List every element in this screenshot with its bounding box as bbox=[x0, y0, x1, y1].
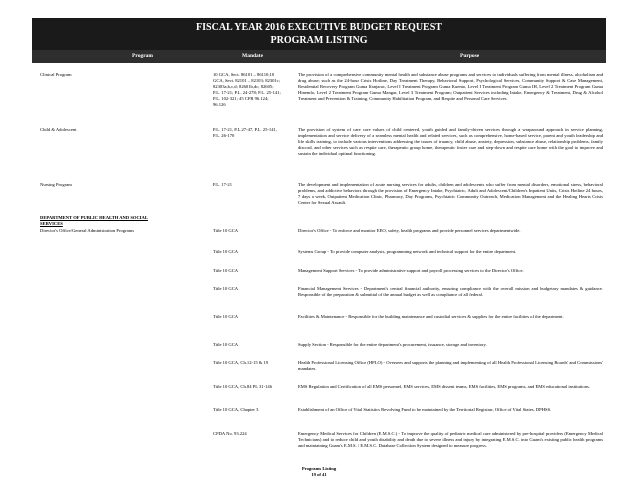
row-purpose: The development and implementation of acute nursing services for adults, children and adolescents who suffer from mental disorders, emotional stress, behavioral problems, and addictive behaviors through the provision of Emergency Intake, Psychiatric, Adult and Adolescent/Children's Inpatient Units, Crisis Hotline 24 hours, 7 days a week, Outpatient Medication Clinic, Pharmacy, Day Programs, Psychiatric Community Outreach, Medication Management and the Healing Hearts Crisis Center for Sexual Assault. bbox=[298, 182, 603, 205]
page-number: 19 of 41 bbox=[311, 472, 327, 477]
row-mandate: Title 10 GCA, Chapter 3 bbox=[213, 407, 259, 412]
document-title: FISCAL YEAR 2016 EXECUTIVE BUDGET REQUEST bbox=[196, 22, 442, 33]
row-program: Director's Office/General Administration Programs bbox=[40, 228, 134, 233]
department-heading: DEPARTMENT OF PUBLIC HEALTH AND SOCIAL SERVICES bbox=[40, 215, 148, 226]
column-header-purpose: Purpose bbox=[460, 53, 480, 59]
row-mandate: Title 10 GCA bbox=[213, 228, 239, 233]
row-purpose: Director's Office - To enforce and monitor EEO, safety, health programs and provide personnel services departmentwide. bbox=[298, 228, 521, 233]
footer-label: Programs Listing bbox=[301, 466, 337, 471]
column-header-mandate: Mandate bbox=[242, 53, 264, 59]
row-purpose: Establishment of an Office of Vital Statistics Revolving Fund to be maintained by the Territorial Registrar, Office of Vital States, DPHSS. bbox=[298, 407, 552, 412]
row-mandate: P.L. 17-21 bbox=[213, 182, 233, 187]
row-purpose: Health Professional Licensing Office (HPLO) - Oversees and supports the planning and implementing of all Health Professional Licensing Boards' and Commissions' mandates. bbox=[298, 360, 603, 371]
row-purpose: Financial Management Services - Department's central financial authority, ensuring compliance with the overall mission and budgetary mandates & guidance. Responsible of the preparation & submittal of the annual budget as well as compliance of all federal. bbox=[298, 286, 603, 297]
row-mandate: Title 10 GCA bbox=[213, 342, 239, 347]
row-purpose: Emergency Medical Services for Children (E.M.S.C.) - To improve the quality of pediatric medical care administered by pre-hospital providers (Emergency Medical Technicians) and to reduce child and youth disability and death due to severe illness and injury by integrating E.M.S.C. into Guam's existing public health programs and maintaining Guam's E.M.S. / E.M.S.C. Database Collection System designed to measure progress. bbox=[298, 431, 603, 448]
row-mandate: 10 GCA, Sect. 86101 – 86110;10 GCA, Sect. 82101 – 82103; 82301c; 82303a,b,c,d; 82601b,dc; 82605; P.L. 17-21; P.L. 24-278; P.L. 25-141; P.L. 102-321; 45 CFR 96.124; 96.126 bbox=[213, 72, 281, 107]
row-program: Nursing Program bbox=[40, 182, 72, 187]
row-mandate: Title 10 GCA, Ch.84 PL 31-146 bbox=[213, 384, 273, 389]
document-subtitle: PROGRAM LISTING bbox=[270, 35, 368, 46]
row-purpose: Facilities & Maintenance - Responsible for the building maintenance and custodial services & supplies for the entire facilities of the department. bbox=[298, 314, 564, 319]
row-purpose: The provision of a comprehensive community mental health and substance abuse programs and services to individuals suffering from mental illness, alcoholism and drug abuse; such as the 24-hour Crisis Hotline, Day Treatment Therapy, Behavioral Support, Psychological Services, Community Support & Case Management, Residential Recovery Program Guma Ifanjarac, Level I Treatment Program Guma Kuento, Level I Treatment Program Guma IH, Level 2 Treatment Program Guma Hinemlo, Level 2 Treatment Program Guma Mangar, Level 3 Treatment Program; Outpatient Services including Intake, Emergency & Treatment, Drug & Alcohol Treatment and Prevention & Training, Community Habilitation Program, and Respite and Personal Care Services. bbox=[298, 72, 603, 101]
row-mandate: Title 10 GCA bbox=[213, 249, 239, 254]
column-header-program: Program bbox=[132, 53, 153, 59]
row-mandate: Title 10 GCA bbox=[213, 268, 239, 273]
row-program: Child & Adolescent bbox=[40, 127, 77, 132]
row-program: Clinical Program bbox=[40, 72, 72, 77]
row-purpose: EMS Regulation and Certification of all EMS personnel, EMS services, EMS dissent teams, EMS facilities, EMS programs, and EMS educational institutions. bbox=[298, 384, 590, 389]
page-footer bbox=[0, 466, 638, 478]
row-mandate: Title 10 GCA bbox=[213, 286, 239, 291]
row-mandate: CFDA No. 93.224 bbox=[213, 431, 247, 436]
row-purpose: Management Support Services - To provide administrative support and payroll processing services to the Director's Office. bbox=[298, 268, 524, 273]
row-purpose: The provision of system of care core values of child centered, youth guided and family-driven services through a wraparound approach in service planning, implementation and service delivery of a seamless mental health and related services, such as comprehensive, home-based service, parent and youth leadership and life skills training, to include various interventions addressing the issues of truancy, child abuse, anxiety, depression, substance abuse, relationship problems, family discord, and other services such as respite care, therapeutic group home, therapeutic foster care and step-down and respite care home with the goal to improve and sustain the individual optimal functioning. bbox=[298, 127, 603, 156]
row-mandate: Title 10 GCA bbox=[213, 314, 239, 319]
row-mandate: Title 10 GCA, Ch.12-15 & 19 bbox=[213, 360, 269, 365]
row-mandate: P.L. 17-21, P.L.27-47, P.L. 25-141, P.L. 26-170 bbox=[213, 127, 277, 138]
row-purpose: Supply Section - Responsible for the entire department's procurement, issuance, storage and inventory. bbox=[298, 342, 487, 347]
row-purpose: Systems Group - To provide computer analysis, programming network and technical support for the entire department. bbox=[298, 249, 517, 254]
